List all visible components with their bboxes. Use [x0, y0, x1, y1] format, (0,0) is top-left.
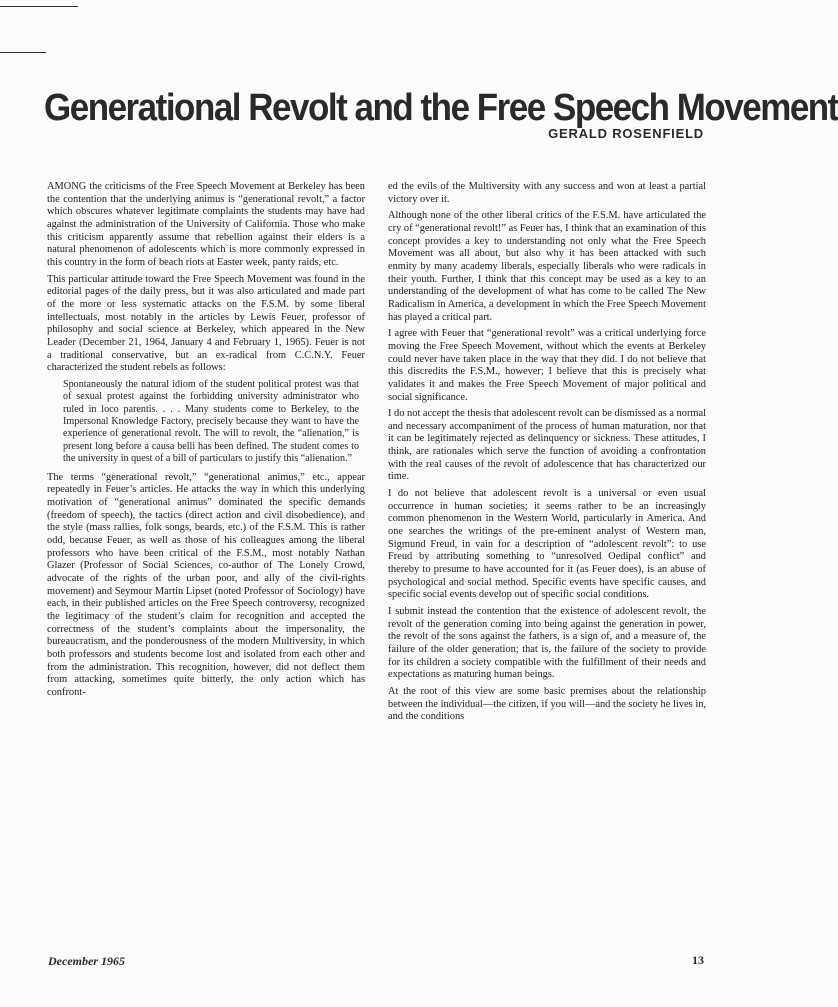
right-column [388, 181, 706, 728]
left-column [47, 181, 365, 704]
paragraph: This particular attitude toward the Free Speech Movement was found in the editorial pages of the daily press, but it was also articulated and made part of the more or less systematic attacks on the F.S.M. by some liberal intellectuals, most notably in the articles by Lewis Feuer, professor of philosophy and social science at Berkeley, which appeared in the New Leader (December 21, 1964, January 4 and February 1, 1965). Feuer is not a traditional conservative, but an ex-radical from C.C.N.Y. Feuer characterized the student rebels as follows: [47, 273, 365, 374]
paragraph: Although none of the other liberal critics of the F.S.M. have articulated the cry of “generational revolt!” as Feuer has, I think that an examination of this concept provides a key to understanding not only what the Free Speech Movement was all about, but also why it has been attacked with such enmity by many academy liberals, especially liberals who were radicals in their youth. Further, I think that this concept may be used as a key to an understanding of the development of what has come to be called The New Radicalism in America, a development in which the Free Speech Movement has played a critical part. [388, 210, 706, 323]
header-rule-top [0, 6, 78, 7]
header-rule-short [0, 52, 46, 53]
article-title: Generational Revolt and the Free Speech Movement [44, 87, 838, 130]
paragraph: At the root of this view are some basic premises about the relationship between the individual—the citizen, if you will—and the society he lives in, and the conditions [388, 685, 706, 723]
page-number: 13 [692, 953, 704, 967]
issue-date: December 1965 [48, 954, 125, 968]
paragraph: I submit instead the contention that the existence of adolescent revolt, the revolt of the generation coming into being against the generation in power, the revolt of the sons against the fathers, is a sign of, and a measure of, the failure of the older generation; that is, the failure of the society to provide for its children a society compatible with the fulfillment of their needs and expectations as maturing human beings. [388, 606, 706, 681]
author-byline: GERALD ROSENFIELD [548, 126, 704, 141]
paragraph: ed the evils of the Multiversity with any success and won at least a partial victory over it. [388, 181, 706, 205]
paragraph: I do not accept the thesis that adolescent revolt can be dismissed as a normal and necessary accompaniment of the process of human maturation, nor that it can be legitimately rejected as delinquency or sickness. These attitudes, I think, are rationales which serve the function of avoiding a confrontation with the real causes of the revolt of adolescence that has characterized our time. [388, 408, 706, 483]
paragraph: I agree with Feuer that “generational revolt” was a critical underlying force moving the Free Speech Movement, without which the events at Berkeley could never have taken place in the way that they did. I do not believe that this discredits the F.S.M., however; I believe that this is precisely what validates it and makes the Free Speech Movement of major political and social significance. [388, 328, 706, 403]
paragraph: I do not believe that adolescent revolt is a universal or even usual occurrence in human societies; it seems rather to be an increasingly common phenomenon in the Western World, particularly in America. And one searches the writings of the pre-eminent analyst of Western man, Sigmund Freud, in vain for a description of “adolescent revolt”: to use Freud by attributing something to “unresolved Oedipal conflict” and thereby to presume to have accounted for it (as Feuer does), is an abuse of psychological and social method. Specific events have specific causes, and specific social events develop out of specific social conditions. [388, 488, 706, 601]
block-quote: Spontaneously the natural idiom of the student political protest was that of sexual protest against the forbidding university administrator who ruled in loco parentis. . . . Many students come to Berkeley, to the Impersonal Knowledge Factory, precisely because they want to have the experience of generational revolt. The will to revolt, the “alienation,” is present long before a causa belli has been defined. The student comes to the university in quest of a bill of particulars to justify this “alienation.” [63, 378, 359, 465]
paragraph: The terms “generational revolt,” “generational animus,” etc., appear repeatedly in Feuer’s articles. He attacks the way in which this underlying motivation of “generational animus” dominated the specific demands (freedom of speech), the tactics (direct action and civil disobedience), and the style (mass rallies, folk songs, beards, etc.) of the F.S.M. This is rather odd, because Feuer, as well as those of his colleagues among the liberal professors who have been critical of the F.S.M., most notably Nathan Glazer (Professor of Social Sciences, co-author of The Lonely Crowd, advocate of the rights of the urban poor, and ally of the civil-rights movement) and Seymour Martin Lipset (noted Professor of Sociology) have each, in their published articles on the Free Speech controversy, recognized the legitimacy of the student’s claim for recognition and accepted the correctness of the student’s complaints about the impersonality, the bureaucratism, and the ponderousness of the modern Multiversity, in which both professors and students become lost and isolated from each other and from the administration. This recognition, however, did not deflect them from attacking, sometimes quite bitterly, the only action which has confront- [47, 471, 365, 698]
paragraph: AMONG the criticisms of the Free Speech Movement at Berkeley has been the contention that the underlying animus is “generational revolt,” a factor which obscures whatever legitimate complaints the students may have had against the administration of the University of California. Those who make this criticism apparently assume that rebellion against their elders is a natural phenomenon of adolescents which is more commonly expressed in this country in the form of beach riots at Easter week, panty raids, etc. [47, 181, 365, 268]
